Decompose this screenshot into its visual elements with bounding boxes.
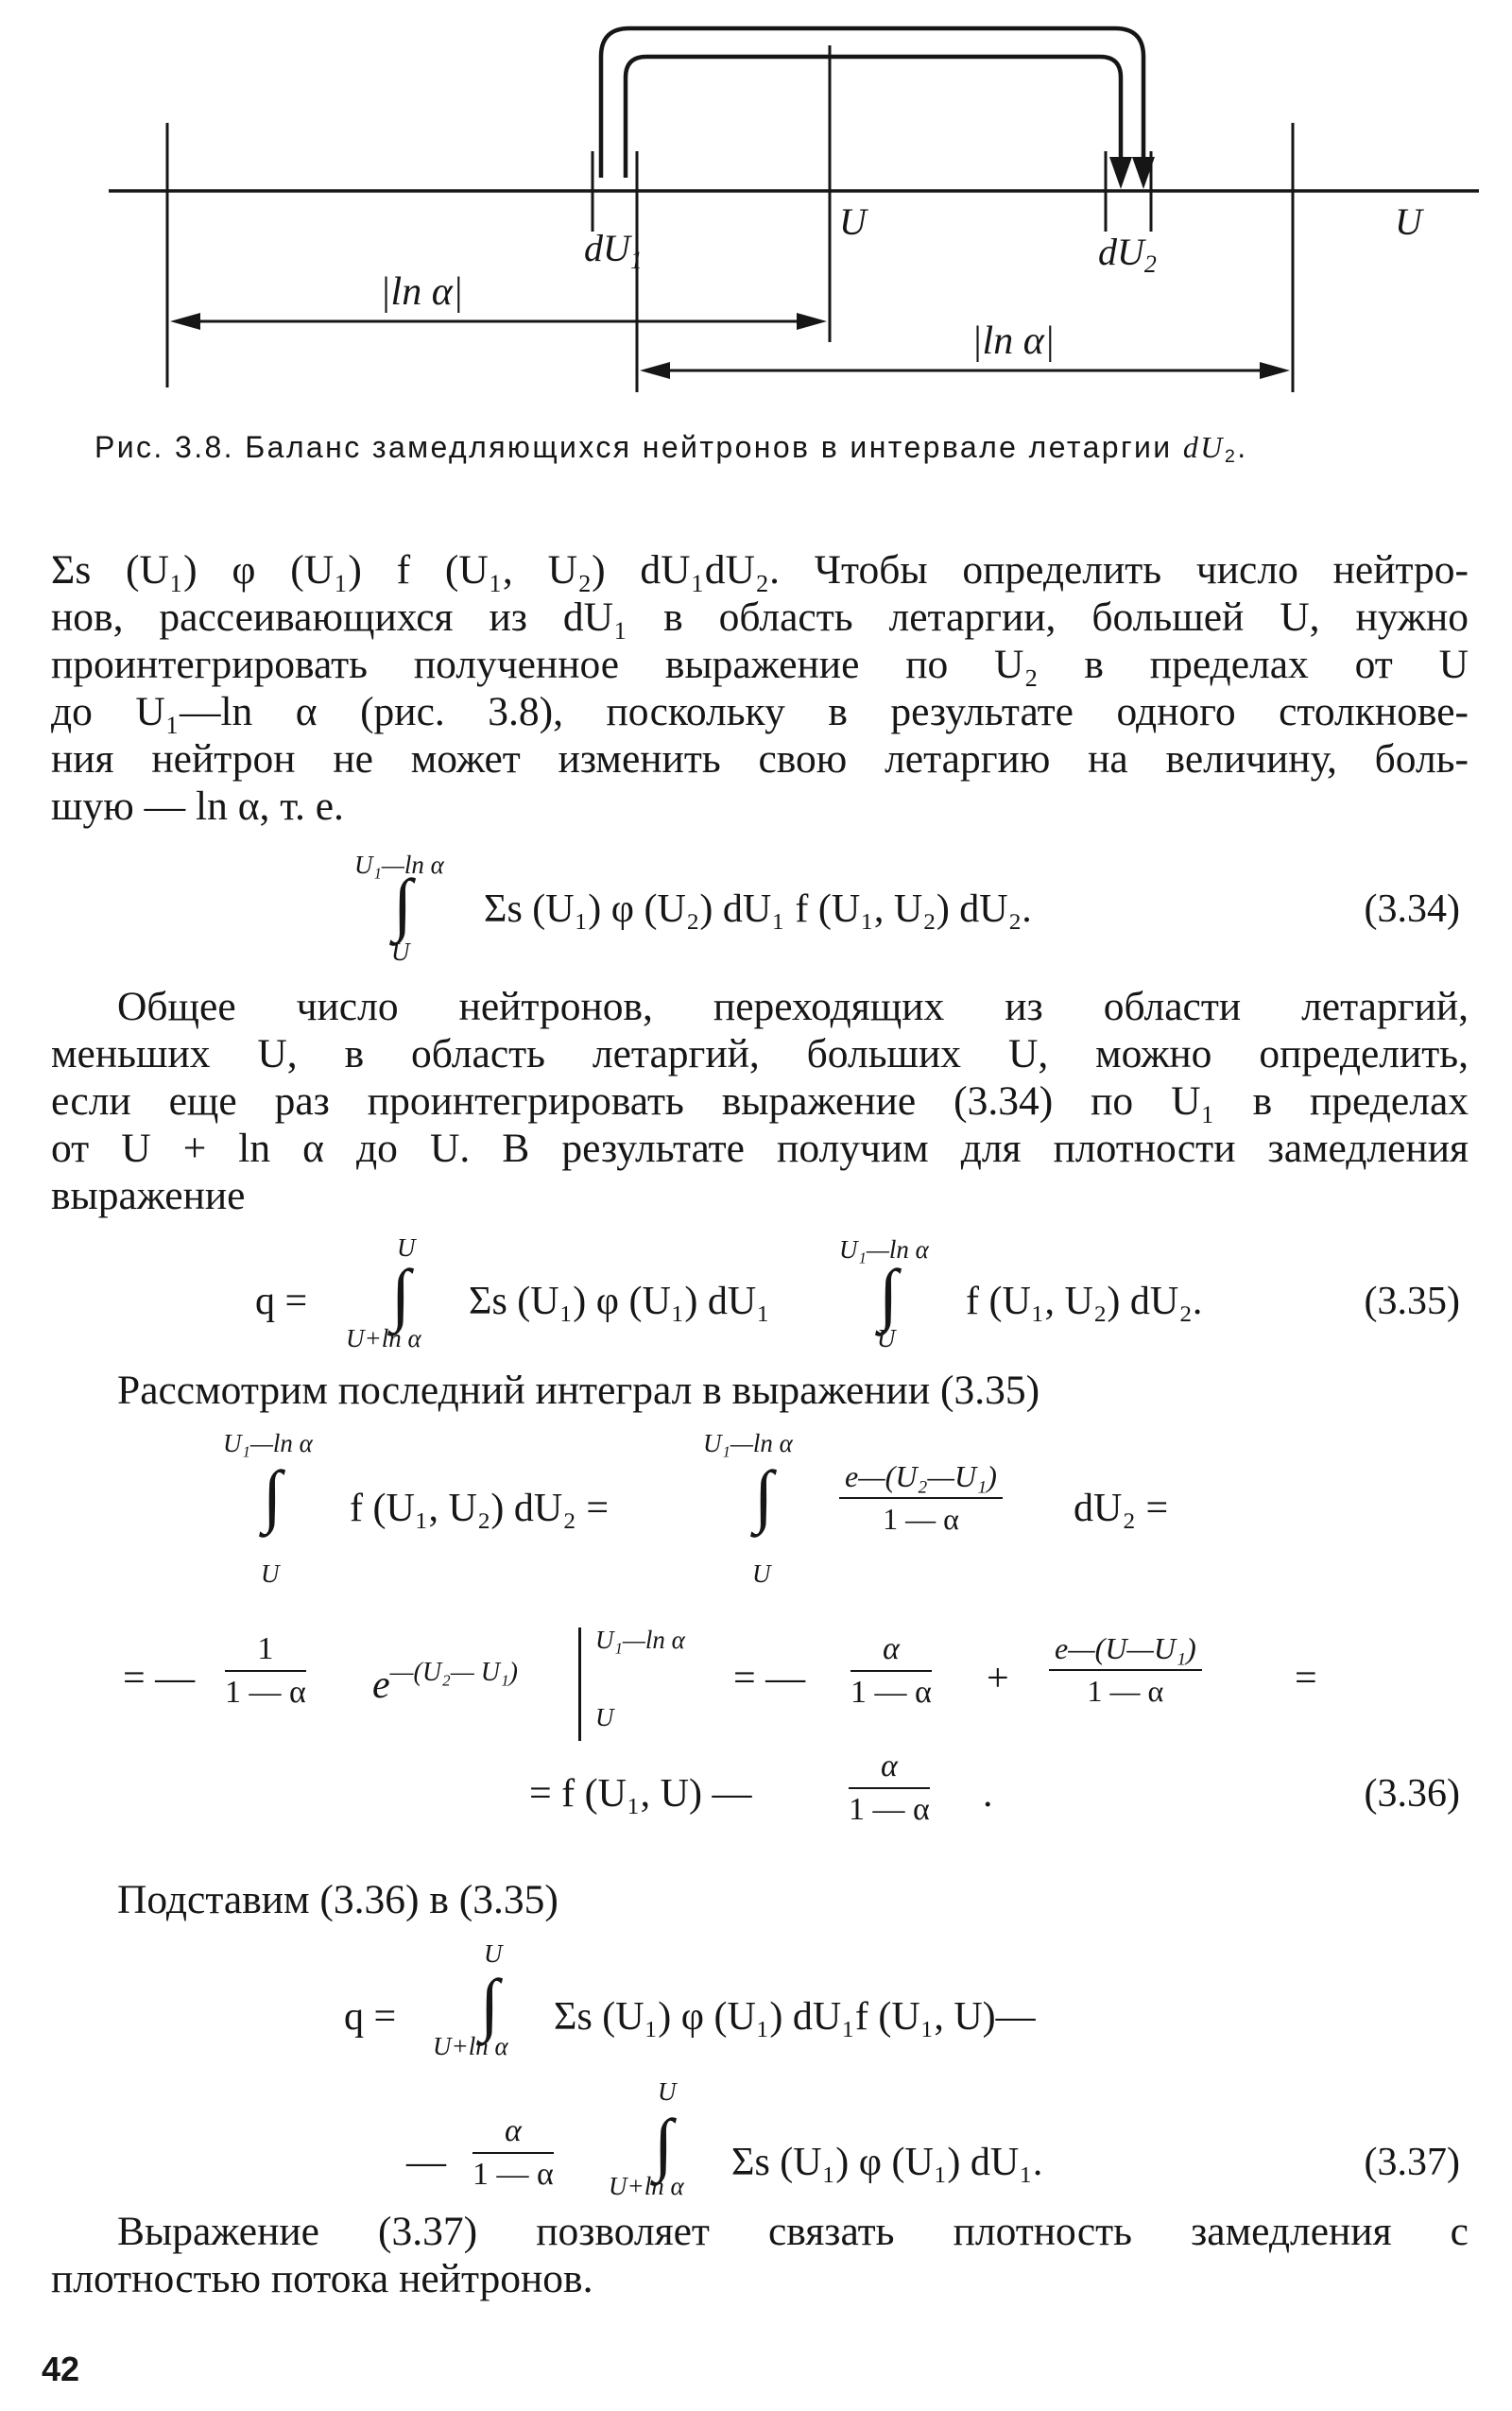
integral-sign: ∫: [391, 1256, 411, 1334]
minus-sign: —: [406, 2141, 446, 2184]
transfer-arrow-inner: [626, 57, 1121, 178]
equation-part-b: dU₂ =: [1074, 1487, 1169, 1530]
figure-caption: Рис. 3.8. Баланс замедляющихся нейтронов в интервале летаргии $dU_2$.: [94, 430, 1248, 467]
plus-sign: +: [987, 1657, 1009, 1700]
fraction: $\frac{1}{1 — \alpha}$: [225, 1631, 306, 1710]
text-line: выражение: [51, 1173, 246, 1218]
equation-row2: Σs (U₁) φ (U₁) dU₁.: [731, 2141, 1043, 2184]
integral-sign: ∫: [393, 866, 413, 943]
label-u-mid: U: [839, 200, 867, 243]
lna-right-arrow-end: [1260, 362, 1290, 379]
equation-number: (3.36): [1364, 1772, 1460, 1816]
equation-row3-start: = f (U₁, U) —: [529, 1772, 752, 1816]
paragraph-2: [51, 983, 1469, 1219]
integral-upper-limit: U₁—ln α: [703, 1429, 793, 1457]
text-line: плотностью потока нейтронов.: [51, 2256, 593, 2301]
label-u-right: U: [1395, 200, 1422, 243]
transfer-arrow-outer: [601, 28, 1143, 178]
fraction: $\frac{\alpha}{1 — \alpha}$: [849, 1748, 930, 1827]
equation-rhs: f (U₁, U₂) dU₂.: [966, 1280, 1203, 1323]
text-line: Подставим (3.36) в (3.35): [117, 1877, 558, 1922]
equals-sign: =: [1295, 1657, 1317, 1700]
integral-sign: ∫: [654, 2106, 674, 2183]
lna-left-arrow-end: [797, 313, 827, 330]
integral-sign: ∫: [879, 1256, 899, 1334]
equation-middle: Σs (U₁) φ (U₁) dU₁: [469, 1280, 770, 1323]
equation-row2-start: = —: [123, 1657, 196, 1700]
text-line: меньших U, в область летаргий, больших U, можно определить,: [51, 1031, 1469, 1076]
paragraph-1: [51, 546, 1469, 830]
substitution-upper: U₁—ln α: [595, 1626, 685, 1654]
text-line: Рассмотрим последний интеграл в выражении (3.35): [117, 1368, 1040, 1413]
text-line: если еще раз проинтегрировать выражение (3.34) по U₁ в пределах: [51, 1078, 1469, 1124]
exponential: $e^{—(U_2— U_1)}$: [372, 1658, 519, 1707]
integral-upper-limit: U₁—ln α: [223, 1429, 313, 1457]
equation-body: Σs (U₁) φ (U₂) dU₁ f (U₁, U₂) dU₂.: [484, 887, 1032, 931]
label-lna-left: |ln α|: [380, 270, 464, 314]
substitution-bar: [578, 1627, 581, 1741]
fraction: $\frac{\alpha}{1 — \alpha}$: [472, 2113, 554, 2192]
fraction: $\frac{\alpha}{1 — \alpha}$: [850, 1631, 932, 1710]
integral-upper-limit: U₁—ln α: [354, 851, 444, 879]
equation-number: (3.35): [1364, 1280, 1460, 1323]
equation-row2-eq: = —: [733, 1657, 806, 1700]
text-line: нов, рассеивающихся из dU₁ в область летаргии, большей U, нужно: [51, 594, 1469, 640]
integral-upper-limit: U: [397, 1233, 416, 1262]
integral-sign: ∫: [263, 1457, 283, 1535]
label-du1: $dU_1$: [584, 227, 643, 274]
equation-number: (3.37): [1364, 2141, 1460, 2184]
period: .: [983, 1772, 993, 1816]
figure-3-8-diagram: [0, 0, 1512, 416]
label-lna-right: |ln α|: [971, 319, 1056, 363]
substitution-lower: U: [595, 1703, 614, 1731]
integral-lower-limit: U+ln α: [346, 1324, 421, 1352]
text-line: Σs (U₁) φ (U₁) f (U₁, U₂) dU₁dU₂. Чтобы определить число нейтро-: [51, 547, 1469, 593]
equation-part-a: f (U₁, U₂) dU₂ =: [350, 1487, 610, 1530]
integral-upper-limit: U: [484, 1939, 503, 1968]
text-line: Общее число нейтронов, переходящих из области летаргий,: [117, 984, 1469, 1029]
label-du2: $dU_2$: [1098, 231, 1157, 278]
integral-lower-limit: U+ln α: [433, 2032, 508, 2060]
paragraph-5: [51, 2208, 1469, 2302]
fraction: $\frac{\text{e—(U—U₁)}}{1 — \alpha}$: [1049, 1631, 1202, 1709]
equation-lhs: q =: [344, 1995, 397, 2039]
paragraph-3: [51, 1367, 1469, 1414]
text-line: от U + ln α до U. В результате получим для плотности замедления: [51, 1126, 1469, 1171]
paragraph-4: [51, 1876, 1469, 1923]
equation-lhs: q =: [255, 1280, 308, 1323]
integral-sign: ∫: [754, 1457, 774, 1535]
integral-lower-limit: U: [261, 1559, 280, 1588]
integral-lower-limit: U: [391, 938, 410, 966]
text-line: шую — ln α, т. е.: [51, 784, 344, 829]
fraction: $\frac{\text{e—(U₂—U₁)}}{1 — \alpha}$: [839, 1459, 1003, 1537]
arrowhead-inner: [1109, 157, 1132, 189]
equation-number: (3.34): [1364, 887, 1460, 931]
text-line: до U₁—ln α (рис. 3.8), поскольку в результате одного столкнове-: [51, 689, 1469, 734]
integral-upper-limit: U₁—ln α: [839, 1235, 929, 1264]
text-line: проинтегрировать полученное выражение по U₂ в пределах от U: [51, 642, 1469, 687]
integral-lower-limit: U: [877, 1324, 896, 1352]
integral-sign: ∫: [480, 1966, 500, 2043]
lna-right-arrow-start: [640, 362, 670, 379]
text-line: Выражение (3.37) позволяет связать плотность замедления с: [117, 2209, 1469, 2254]
page-number: 42: [42, 2350, 80, 2388]
integral-upper-limit: U: [658, 2077, 677, 2106]
integral-lower-limit: U: [752, 1559, 771, 1588]
lna-left-arrow-start: [170, 313, 200, 330]
equation-row1: Σs (U₁) φ (U₁) dU₁f (U₁, U)—: [554, 1995, 1036, 2039]
text-line: ния нейтрон не может изменить свою летаргию на величину, боль-: [51, 736, 1469, 782]
integral-lower-limit: U+ln α: [609, 2172, 684, 2200]
